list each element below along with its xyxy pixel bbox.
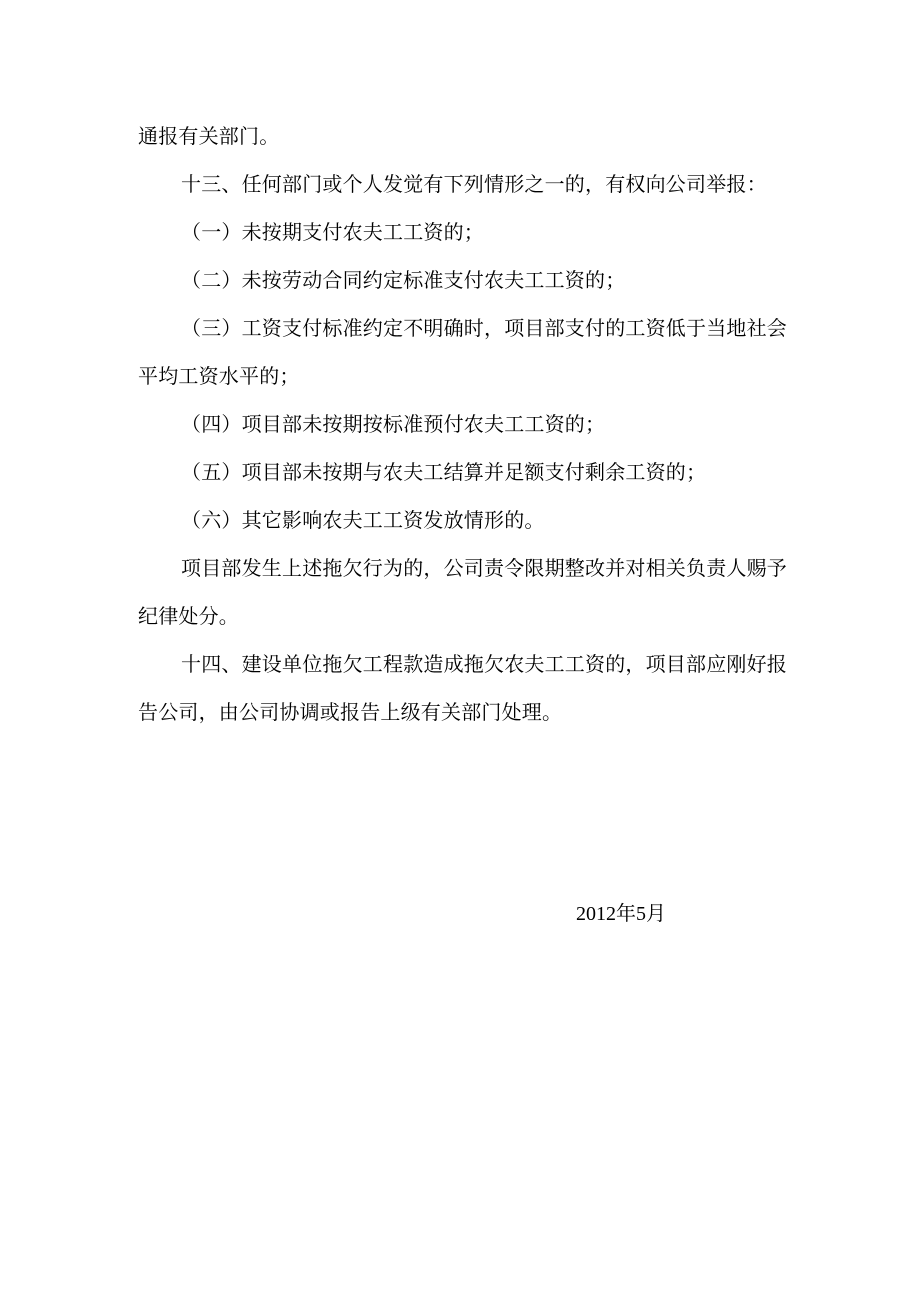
list-item-3: （三）工资支付标准约定不明确时，项目部支付的工资低于当地社会平均工资水平的； (138, 316, 787, 388)
paragraph-article-14: 十四、建设单位拖欠工程款造成拖欠农夫工工资的，项目部应刚好报告公司，由公司协调或报告上级有关部门处理。 (138, 652, 787, 724)
list-item-6: （六）其它影响农夫工工资发放情形的。 (181, 508, 545, 532)
paragraph-penalty: 项目部发生上述拖欠行为的，公司责令限期整改并对相关负责人赐予纪律处分。 (138, 556, 787, 628)
document-date: 2012年5月 (576, 903, 666, 925)
list-item-1: （一）未按期支付农夫工工资的； (181, 220, 484, 244)
paragraph-article-13: 十三、任何部门或个人发觉有下列情形之一的，有权向公司举报： (181, 172, 767, 196)
list-item-2: （二）未按劳动合同约定标准支付农夫工工资的； (181, 268, 626, 292)
document-body (138, 112, 788, 736)
list-item-5: （五）项目部未按期与农夫工结算并足额支付剩余工资的； (181, 460, 707, 484)
list-item-4: （四）项目部未按期按标准预付农夫工工资的； (181, 412, 606, 436)
paragraph-continuation: 通报有关部门。 (138, 124, 280, 148)
